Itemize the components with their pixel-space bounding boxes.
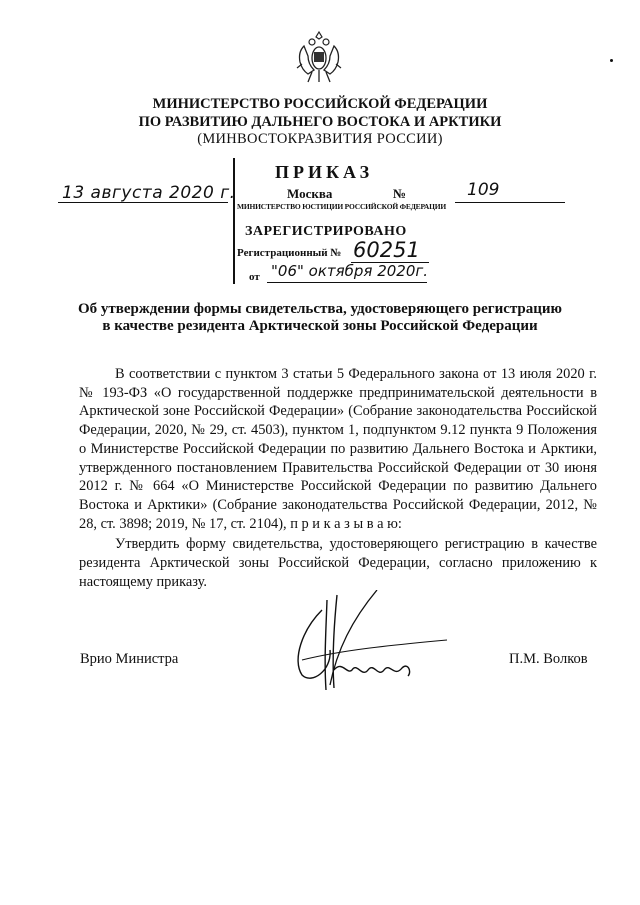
org-name-line1: МИНИСТЕРСТВО РОССИЙСКОЙ ФЕДЕРАЦИИ xyxy=(152,96,488,112)
order-title-line1: Об утверждении формы свидетельства, удостоверяющего регистрацию xyxy=(77,301,563,317)
signer-name: П.М. Волков xyxy=(509,651,588,667)
stamp-registered: ЗАРЕГИСТРИРОВАНО xyxy=(245,224,407,239)
org-short-name: (МИНВОСТОКРАЗВИТИЯ РОССИИ) xyxy=(197,131,443,147)
order-number-handwritten: 109 xyxy=(467,180,500,200)
order-date-handwritten: 13 августа 2020 г. xyxy=(62,183,236,203)
order-title-line2: в качестве резидента Арктической зоны Российской Федерации xyxy=(102,318,538,334)
reg-date-underline xyxy=(267,282,427,283)
order-body xyxy=(79,365,597,591)
stamp-reg-number: 60251 xyxy=(353,238,420,262)
stamp-reg-date: "06" октября 2020г. xyxy=(271,262,429,280)
registration-stamp xyxy=(233,158,446,284)
stamp-ministry: МИНИСТЕРСТВО ЮСТИЦИИ РОССИЙСКОЙ ФЕДЕРАЦИИ xyxy=(237,202,446,211)
signer-role: Врио Министра xyxy=(80,651,179,667)
stamp-number-label: № xyxy=(393,186,407,201)
stamp-ot-label: от xyxy=(249,271,260,283)
russian-coat-of-arms-icon xyxy=(294,28,344,86)
stamp-prikaz: ПРИКАЗ xyxy=(275,162,374,182)
handwritten-signature-icon xyxy=(282,590,452,700)
date-underline xyxy=(58,202,228,203)
number-underline xyxy=(455,202,565,203)
scan-speck xyxy=(610,59,613,62)
stamp-reg-label: Регистрационный № xyxy=(237,247,342,259)
stamp-city: Москва xyxy=(287,186,333,201)
org-name-line2: ПО РАЗВИТИЮ ДАЛЬНЕГО ВОСТОКА И АРКТИКИ xyxy=(138,114,502,130)
body-paragraph-2: Утвердить форму свидетельства, удостоверяющего регистрацию в качестве резидента Арктической зоны Российской Федерации, согласно приложению к настоящему приказу. xyxy=(79,536,597,590)
body-paragraph-1: В соответствии с пунктом 3 статьи 5 Федерального закона от 13 июля 2020 г. № 193-ФЗ «О государственной поддержке предпринимательской деятельности в Арктической зоне Российской Федерации» (Собрание законодательства Российской Федерации, 2020, № 29, ст. 4503), пунктом 1, подпунктом 9.12 пункта 9 Положения о Министерстве Российской Федерации по развитию Дальнего Востока и Арктики, утвержденного постановлением Правительства Российской Федерации от 30 июня 2012 г. № 664 «О Министерстве Российской Федерации по развитию Дальнего Востока и Арктики» (Собрание законодательства Российской Федерации, 2012, № 28, ст. 3898; 2019, № 17, ст. 2104), п р и к а з ы в а ю: xyxy=(79,366,597,532)
